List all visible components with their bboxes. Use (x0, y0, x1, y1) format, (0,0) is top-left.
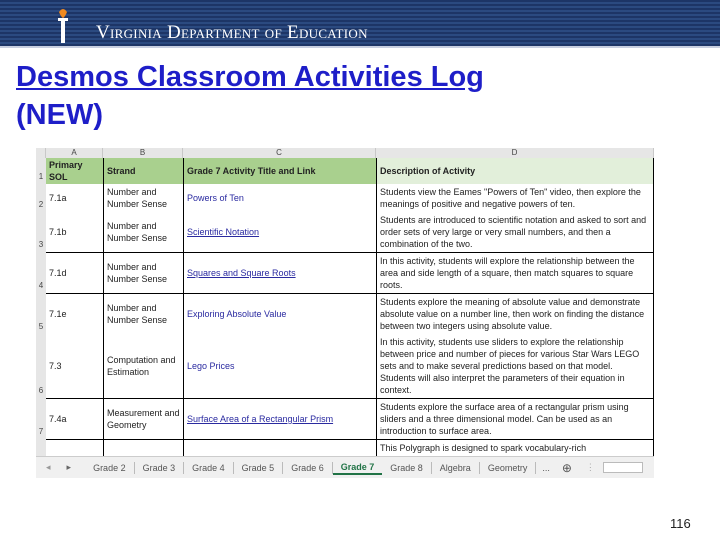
torch-logo-icon (56, 8, 70, 44)
page-title (16, 58, 484, 134)
header-cell-sol: Primary SOL (46, 158, 103, 184)
banner-title: Virginia Department of Education (96, 22, 368, 43)
add-sheet-icon[interactable]: ⊕ (561, 460, 572, 475)
sheet-tab-algebra[interactable]: Algebra (432, 462, 480, 474)
strand-cell: Number and Number Sense (103, 212, 183, 252)
scroll-right-icon[interactable]: ▸ (66, 462, 72, 472)
description-cell: In this activity, students use sliders to explore the relationship between price and number of pieces for various Star Wars LEGO sets and to make several predictions based on that model. Students will also interpret the parameters of their equation in context. (376, 334, 654, 398)
description-cell: Students are introduced to scientific notation and asked to sort and order sets of very large or very small numbers, and then a combination of the two. (376, 212, 654, 252)
sheet-tab-geometry[interactable]: Geometry (480, 462, 537, 474)
strand-cell: Number and Number Sense (103, 252, 183, 293)
sol-cell: 7.1d (46, 252, 103, 293)
sol-cell (46, 439, 103, 456)
strand-cell: Measurement and Geometry (103, 398, 183, 439)
spreadsheet-grid (36, 148, 654, 456)
sol-cell: 7.3 (49, 361, 62, 371)
sheet-tab-grade-6[interactable]: Grade 6 (283, 462, 333, 474)
sol-cell: 7.1b (49, 227, 67, 237)
sheet-tab-grade-8[interactable]: Grade 8 (382, 462, 432, 474)
splitter-icon[interactable]: ⋮ (585, 462, 595, 472)
header-cell-strand: Strand (103, 158, 183, 184)
page-number: 116 (670, 516, 691, 531)
column-header-A[interactable]: A (46, 148, 103, 158)
sheet-tab-grade-4[interactable]: Grade 4 (184, 462, 234, 474)
strand-cell: Computation and Estimation (103, 334, 183, 398)
title-line-1[interactable]: Desmos Classroom Activities Log (16, 61, 484, 93)
more-tabs[interactable]: ... (542, 462, 550, 473)
row-header[interactable]: 2 (36, 184, 46, 212)
sheet-tab-grade-2[interactable]: Grade 2 (85, 462, 135, 474)
description-cell: Students view the Eames "Powers of Ten" video, then explore the meanings of positive and negative powers of ten. (376, 184, 654, 212)
sol-cell: 7.1e (46, 293, 103, 334)
sol-cell: 7.4a (46, 398, 103, 439)
row-header[interactable]: 6 (36, 334, 46, 398)
column-header-C[interactable]: C (183, 148, 376, 158)
description-cell: This Polygraph is designed to spark vocabulary-rich (376, 439, 654, 456)
activity-link[interactable] (183, 439, 376, 456)
row-header[interactable]: 5 (36, 293, 46, 334)
scroll-left-icon[interactable]: ◂ (46, 462, 51, 472)
column-header-D[interactable]: D (376, 148, 654, 158)
title-line-2: (NEW) (16, 99, 103, 131)
activity-link[interactable]: Surface Area of a Rectangular Prism (183, 398, 376, 439)
row-header[interactable]: 7 (36, 398, 46, 439)
description-cell: In this activity, students will explore the relationship between the area and side length of a square, then match squares to square roots. (376, 252, 654, 293)
column-header-B[interactable]: B (103, 148, 183, 158)
header-cell-title: Grade 7 Activity Title and Link (183, 158, 376, 184)
activity-link[interactable]: Exploring Absolute Value (183, 293, 376, 334)
activity-link[interactable]: Squares and Square Roots (183, 252, 376, 293)
activity-link[interactable]: Scientific Notation (183, 212, 376, 252)
horizontal-scrollbar[interactable] (603, 462, 643, 473)
vdoe-banner (0, 0, 720, 48)
header-cell-desc: Description of Activity (376, 158, 654, 184)
sheet-tab-grade-3[interactable]: Grade 3 (135, 462, 185, 474)
row-header[interactable]: 4 (36, 252, 46, 293)
row-header[interactable] (36, 439, 46, 456)
strand-cell (103, 439, 183, 456)
activity-link[interactable]: Powers of Ten (183, 184, 376, 212)
row-header[interactable]: 3 (36, 212, 46, 252)
spreadsheet-screenshot (36, 148, 654, 478)
strand-cell: Number and Number Sense (103, 293, 183, 334)
sheet-tab-grade-5[interactable]: Grade 5 (234, 462, 284, 474)
strand-cell: Number and Number Sense (103, 184, 183, 212)
row-header-1[interactable]: 1 (36, 158, 46, 184)
sheet-tab-grade-7[interactable]: Grade 7 (333, 461, 383, 475)
sheet-tab-bar (36, 456, 654, 478)
sol-cell: 7.1a (49, 193, 67, 203)
description-cell: Students explore the surface area of a rectangular prism using sliders and a three dimensional model. Can be used as an introduction to surface area. (376, 398, 654, 439)
corner-cell[interactable] (36, 148, 46, 158)
activity-link[interactable]: Lego Prices (183, 334, 376, 398)
description-cell: Students explore the meaning of absolute value and demonstrate absolute value on a number line, then work on finding the distance between two integers using absolute value. (376, 293, 654, 334)
